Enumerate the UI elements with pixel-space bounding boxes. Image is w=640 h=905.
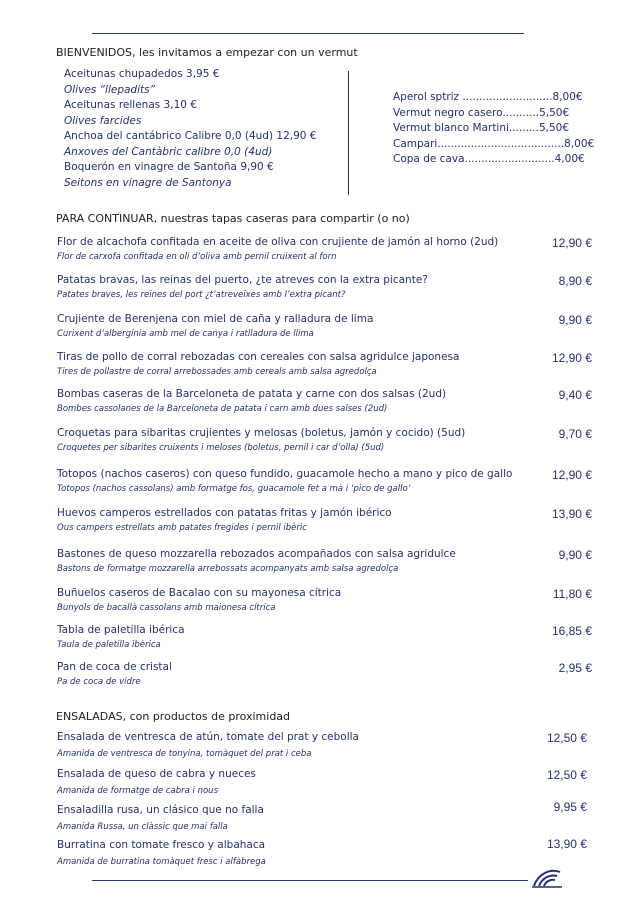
item-name: Ensalada de ventresca de atún, tomate del prat y cebolla bbox=[57, 731, 359, 743]
item-translation: Amanida de ventresca de tonyina, tomàquet del prat i ceba bbox=[57, 749, 312, 759]
drinks-list bbox=[393, 90, 595, 168]
intro-heading: BIENVENIDOS, les invitamos a empezar con un vermut bbox=[56, 46, 358, 59]
item-price: 12,90 € bbox=[551, 236, 592, 250]
snack-line-translation: Anxoves del Cantàbric calibre 0,0 (4ud) bbox=[64, 145, 273, 158]
menu-item bbox=[57, 468, 592, 502]
item-translation: Pa de coca de vidre bbox=[57, 677, 141, 687]
item-price: 12,90 € bbox=[551, 468, 592, 482]
vermut-snacks-list bbox=[64, 67, 344, 191]
item-translation: Flor de carxofa confitada en oli d’oliva amb pernil cruixent al forn bbox=[57, 252, 337, 262]
snack-line: Boquerón en vinagre de Santoña 9,90 € bbox=[64, 161, 274, 173]
drink-line: Copa de cava...........................4,00€ bbox=[393, 153, 585, 165]
item-translation: Tires de pollastre de corral arrebossades amb cereals amb salsa agredolça bbox=[57, 367, 377, 377]
item-translation: Totopos (nachos cassolans) amb formatge fos, guacamole fet a mà i ‘pico de gallo’ bbox=[57, 484, 411, 494]
menu-item bbox=[57, 313, 592, 347]
item-price: 8,90 € bbox=[558, 274, 592, 288]
snack-line: Aceitunas chupadedos 3,95 € bbox=[64, 68, 220, 80]
item-price: 12,90 € bbox=[551, 351, 592, 365]
item-price: 13,90 € bbox=[546, 837, 587, 851]
item-name: Bombas caseras de la Barceloneta de patata y carne con dos salsas (2ud) bbox=[57, 388, 447, 400]
item-name: Buñuelos caseros de Bacalao con su mayonesa cítrica bbox=[57, 587, 342, 599]
item-name: Tiras de pollo de corral rebozadas con cereales con salsa agridulce japonesa bbox=[57, 351, 460, 363]
snack-line: Aceitunas rellenas 3,10 € bbox=[64, 99, 197, 111]
menu-item bbox=[57, 624, 592, 658]
menu-item bbox=[57, 507, 592, 541]
bottom-rule bbox=[92, 880, 528, 881]
item-price: 9,40 € bbox=[558, 388, 592, 402]
item-name: Bastones de queso mozzarella rebozados acompañados con salsa agridulce bbox=[57, 548, 456, 560]
item-translation: Croquetes per sibarites cruixents i meloses (boletus, pernil i car d’olla) (5ud) bbox=[57, 443, 385, 453]
item-name: Crujiente de Berenjena con miel de caña y ralladura de lima bbox=[57, 313, 374, 325]
column-divider bbox=[348, 71, 349, 195]
drink-line: Campari......................................8,00€ bbox=[393, 137, 595, 150]
item-name: Tabla de paletilla ibérica bbox=[57, 624, 185, 636]
item-price: 13,90 € bbox=[551, 507, 592, 521]
snack-line: Anchoa del cantábrico Calibre 0,0 (4ud) 12,90 € bbox=[64, 130, 317, 142]
salads-heading: ENSALADAS, con productos de proximidad bbox=[56, 710, 291, 723]
item-price: 9,90 € bbox=[558, 313, 592, 327]
menu-item bbox=[57, 661, 592, 695]
item-translation: Ous campers estrellats amb patates fregides i pernil ibèric bbox=[57, 523, 307, 533]
item-price: 9,70 € bbox=[558, 427, 592, 441]
drink-line: Vermut negro casero...........5,50€ bbox=[393, 106, 570, 119]
drink-line: Aperol sptriz ...........................8,00€ bbox=[393, 91, 583, 103]
menu-item bbox=[57, 351, 592, 385]
menu-item bbox=[57, 587, 592, 621]
item-translation: Bunyols de bacallà cassolans amb maionesa cítrica bbox=[57, 603, 276, 613]
wave-logo-icon bbox=[530, 866, 564, 890]
item-translation: Amanida de burratina tomàquet fresc i alfàbrega bbox=[57, 857, 266, 867]
item-name: Ensalada de queso de cabra y nueces bbox=[57, 768, 256, 780]
item-translation: Bombes cassolanes de la Barceloneta de patata i carn amb dues salses (2ud) bbox=[57, 404, 388, 414]
menu-item bbox=[57, 800, 592, 838]
item-price: 12,50 € bbox=[546, 731, 587, 745]
item-price: 12,50 € bbox=[546, 768, 587, 782]
menu-item bbox=[57, 548, 592, 582]
menu-item bbox=[57, 427, 592, 461]
item-name: Ensaladilla rusa, un clásico que no falla bbox=[57, 804, 264, 816]
menu-item bbox=[57, 731, 592, 765]
item-price: 9,90 € bbox=[558, 548, 592, 562]
snack-line-translation: Olives “llepadits” bbox=[64, 83, 156, 96]
menu-item bbox=[57, 274, 592, 308]
item-name: Patatas bravas, las reinas del puerto, ¿te atreves con la extra picante? bbox=[57, 274, 428, 286]
item-name: Totopos (nachos caseros) con queso fundido, guacamole hecho a mano y pico de gallo bbox=[57, 468, 513, 480]
item-price: 16,85 € bbox=[551, 624, 592, 638]
item-name: Burratina con tomate fresco y albahaca bbox=[57, 839, 266, 851]
item-name: Croquetas para sibaritas crujientes y melosas (boletus, jamón y cocido) (5ud) bbox=[57, 427, 466, 439]
menu-item bbox=[57, 839, 592, 873]
item-translation: Curixent d’albergínia amb mel de canya i ratlladura de llima bbox=[57, 329, 314, 339]
item-name: Flor de alcachofa confitada en aceite de oliva con crujiente de jamón al horno (2ud) bbox=[57, 236, 499, 248]
item-translation: Taula de paletilla ibèrica bbox=[57, 640, 161, 650]
snack-line-translation: Olives farcides bbox=[64, 114, 142, 127]
item-price: 9,95 € bbox=[553, 800, 587, 814]
menu-item bbox=[57, 236, 592, 270]
item-translation: Amanida Russa, un clàssic que mai falla bbox=[57, 822, 228, 832]
item-translation: Bastons de formatge mozzarella arrebossats acompanyats amb salsa agredolça bbox=[57, 564, 399, 574]
tapas-heading: PARA CONTINUAR, nuestras tapas caseras para compartir (o no) bbox=[56, 212, 410, 225]
item-translation: Amanida de formatge de cabra i nous bbox=[57, 786, 218, 796]
drink-line: Vermut blanco Martini.........5,50€ bbox=[393, 122, 570, 134]
item-price: 11,80 € bbox=[552, 587, 592, 601]
item-name: Huevos camperos estrellados con patatas fritas y jamón ibérico bbox=[57, 507, 392, 519]
snack-line-translation: Seitons en vinagre de Santonya bbox=[64, 176, 232, 189]
item-translation: Patates braves, les reines del port ¿t’atreveixes amb l’extra picant? bbox=[57, 290, 346, 300]
menu-item bbox=[57, 768, 592, 802]
item-price: 2,95 € bbox=[558, 661, 592, 675]
item-name: Pan de coca de cristal bbox=[57, 661, 172, 673]
top-rule bbox=[92, 33, 524, 34]
menu-item bbox=[57, 388, 592, 422]
